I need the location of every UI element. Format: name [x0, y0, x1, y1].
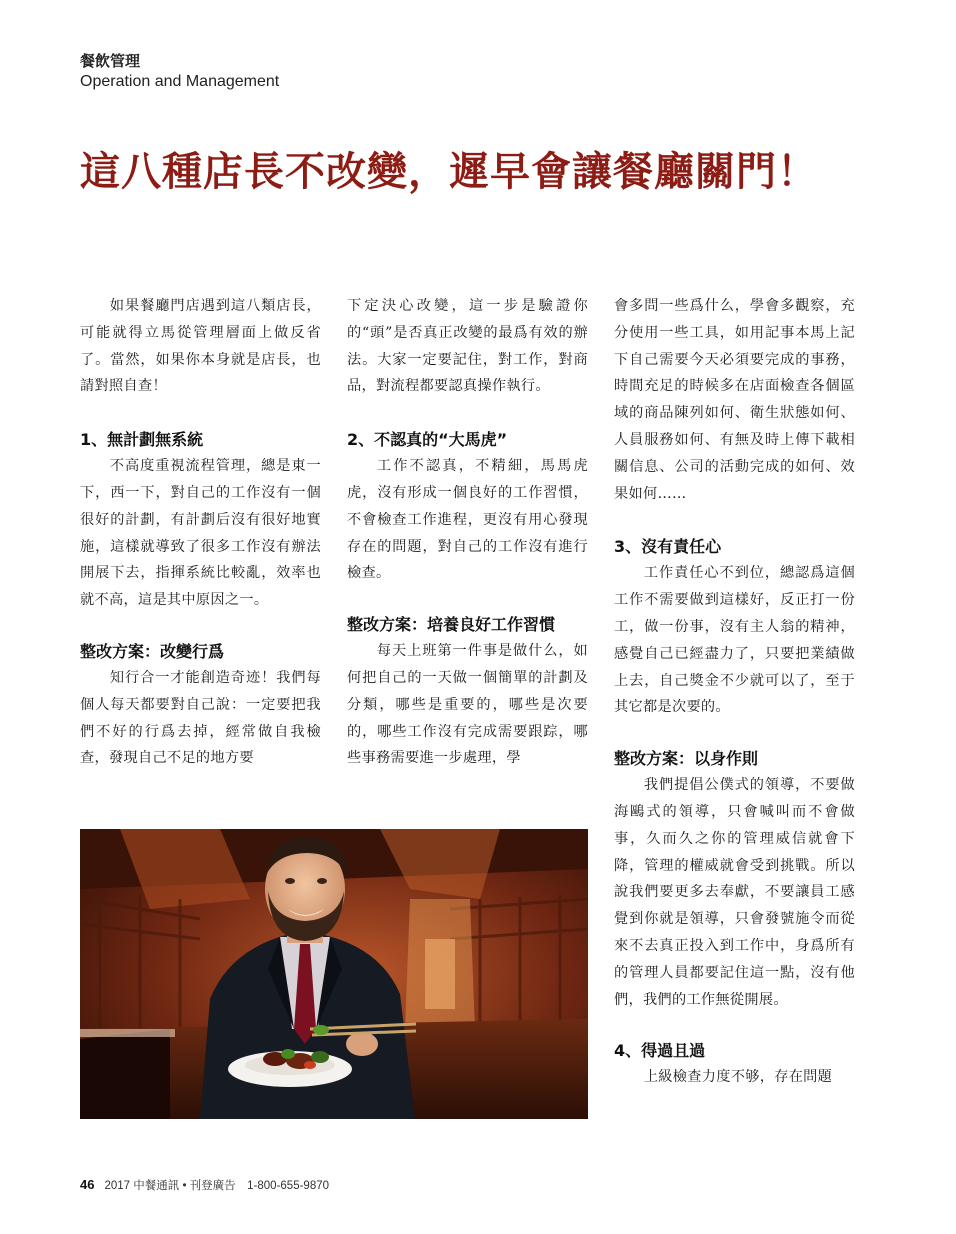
footer-text: 2017 中餐通訊 • 刊登廣告 1-800-655-9870 — [104, 1180, 330, 1192]
page-footer — [80, 1177, 329, 1193]
solution-heading-2: 整改方案：培養良好工作習慣 — [347, 615, 556, 635]
solution-1-paragraph: 知行合一才能創造奇迹！我們每個人每天都要對自己說：一定要把我們不好的行爲去掉，經常做自我檢查，發現自己不足的地方要 — [80, 669, 321, 767]
page-number: 46 — [80, 1177, 95, 1192]
section-heading-1: 1、無計劃無系統 — [80, 430, 204, 450]
section-heading-4: 4、得過且過 — [614, 1041, 706, 1061]
intro-paragraph: 如果餐廳門店遇到這八類店長，可能就得立馬從管理層面上做反省了。當然，如果你本身就是店長，也請對照自查！ — [80, 298, 321, 395]
solution-heading-3: 整改方案：以身作則 — [614, 749, 759, 769]
solution-heading-1: 整改方案：改變行爲 — [80, 641, 225, 661]
section-label-chinese: 餐飲管理 — [80, 52, 141, 70]
article-column-2 — [347, 293, 588, 772]
continued-paragraph: 下定決心改變，這一步是驗證你的“頭”是否真正改變的最爲有效的辦法。大家一定要記住，對工作，對商品，對流程都要認真操作執行。 — [347, 298, 588, 395]
section-2-paragraph: 工作不認真，不精細，馬馬虎虎，沒有形成一個良好的工作習慣，不會檢查工作進程，更沒有用心發現存在的問題，對自己的工作沒有進行檢查。 — [347, 458, 588, 582]
restaurant-manager-photo — [80, 829, 588, 1119]
section-label-english: Operation and Management — [80, 73, 280, 90]
article-title: 這八種店長不改變，遲早會讓餐廳關門！ — [80, 148, 818, 195]
article-column-1 — [80, 293, 321, 772]
article-column-3 — [614, 293, 855, 1091]
section-heading-3: 3、沒有責任心 — [614, 537, 722, 557]
section-4-paragraph: 上級檢查力度不够，存在問題 — [643, 1069, 833, 1086]
section-heading-2: 2、不認真的“大馬虎” — [347, 430, 508, 450]
section-3-paragraph: 工作責任心不到位，總認爲這個工作不需要做到這樣好，反正打一份工，做一份事，沒有主人翁的精神，感覺自己已經盡力了，只要把業績做上去，自己獎金不少就可以了，至于其它都是次要的。 — [614, 565, 855, 716]
solution-3-paragraph: 我們提倡公僕式的領導，不要做海鷗式的領導，只會喊叫而不會做事，久而久之你的管理威信就會下降，管理的權威就會受到挑戰。所以說我們要更多去奉獻，不要讓員工感覺到你就是領導，只會發號施令而從來不去真正投入到工作中，身爲所有的管理人員都要記住這一點，沒有他們，我們的工作無從開展。 — [614, 777, 855, 1008]
solution-2-paragraph: 每天上班第一件事是做什么，如何把自己的一天做一個簡單的計劃及分類，哪些是重要的，哪些是次要的，哪些工作沒有完成需要跟踪，哪些事務需要進一步處理，學 — [347, 643, 588, 767]
section-1-paragraph: 不高度重視流程管理，總是東一下，西一下，對自己的工作沒有一個很好的計劃，有計劃后沒有很好地實施，這樣就導致了很多工作沒有辦法開展下去，指揮系統比較亂，效率也就不高，這是其中原因之一。 — [80, 458, 321, 609]
continued-paragraph: 會多問一些爲什么，學會多觀察，充分使用一些工具，如用記事本馬上記下自己需要今天必須要完成的事務，時間充足的時候多在店面檢查各個區域的商品陳列如何、衛生狀態如何、人員服務如何、有無及時上傳下載相關信息、公司的活動完成的如何、效果如何…… — [614, 298, 855, 502]
